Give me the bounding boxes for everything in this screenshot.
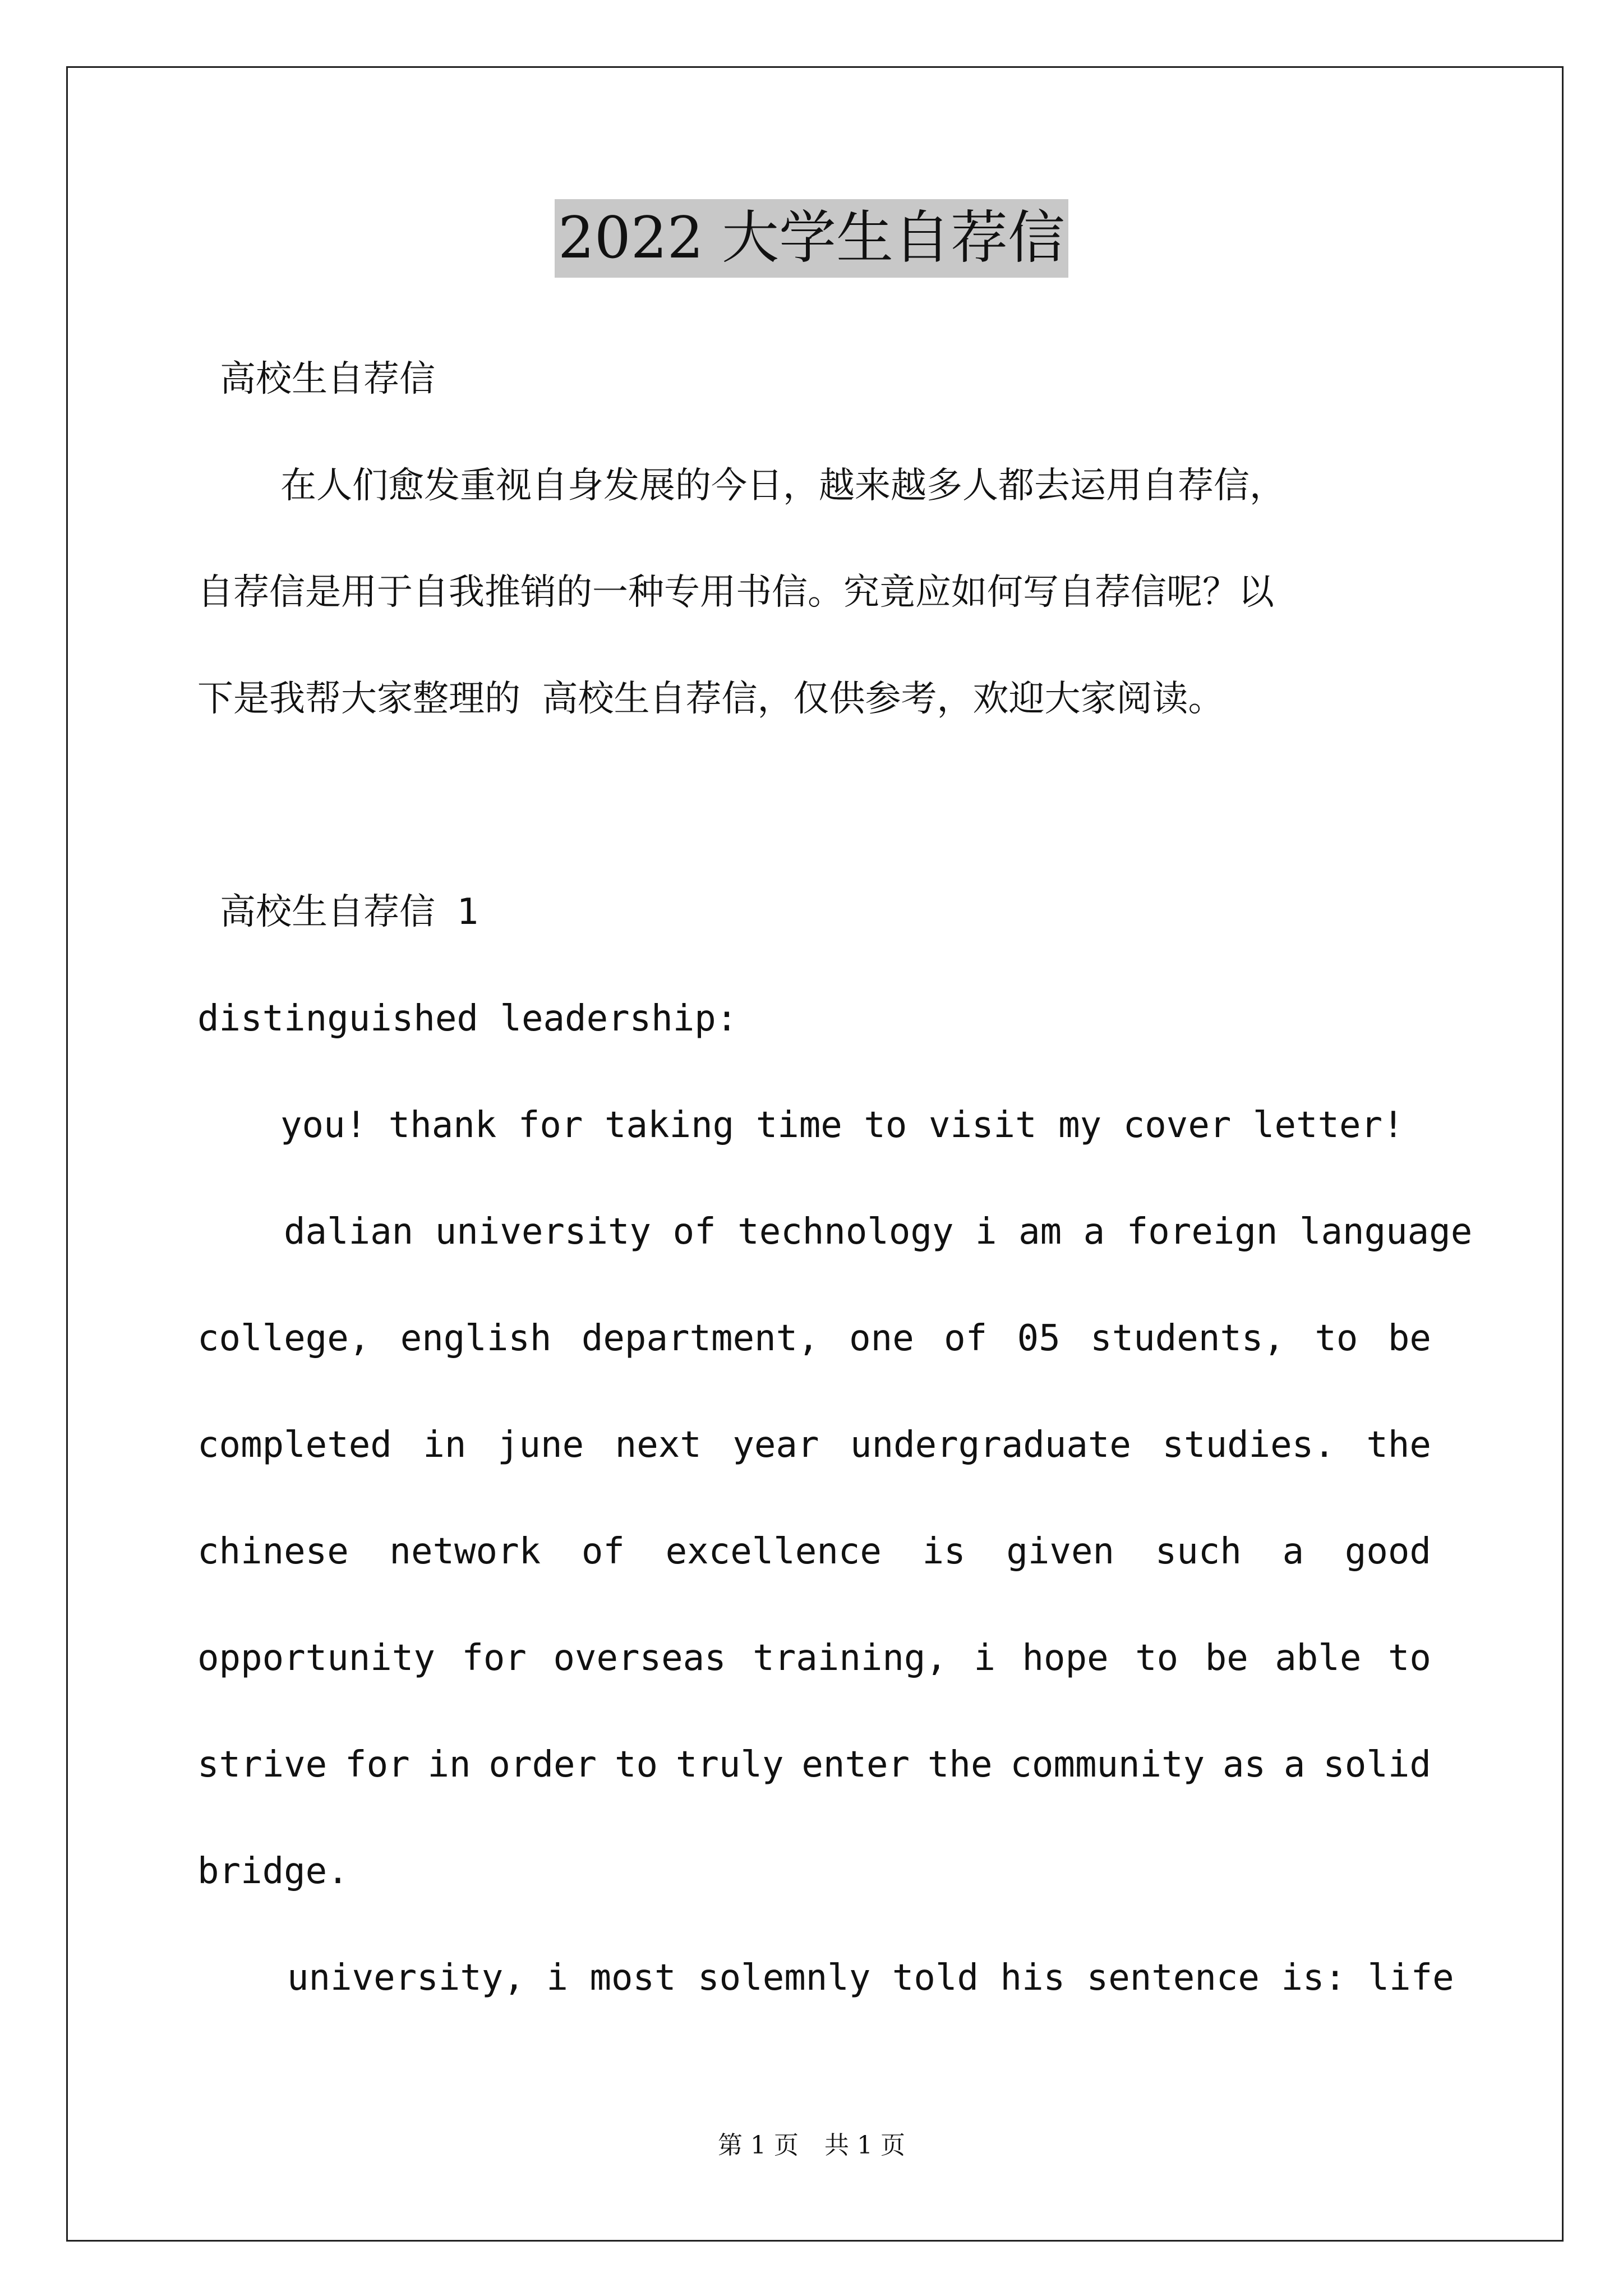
paragraph-1-line-5 xyxy=(197,1636,1431,1681)
word: for xyxy=(462,1637,527,1679)
word: order xyxy=(488,1744,597,1786)
intro-line-2: 自荐信是用于自我推销的一种专用书信。究竟应如何写自荐信呢？以 xyxy=(197,572,1274,613)
salutation: distinguished leadership: xyxy=(197,998,738,1039)
word: for xyxy=(345,1744,410,1786)
word: such xyxy=(1155,1531,1242,1572)
word: is xyxy=(922,1531,966,1572)
page-total: 共 1 页 xyxy=(824,2131,905,2160)
paragraph-1-line-4 xyxy=(197,1529,1431,1574)
word: studies. xyxy=(1162,1424,1335,1466)
word: to xyxy=(1135,1637,1179,1679)
word: as xyxy=(1222,1744,1266,1786)
word: in xyxy=(427,1744,471,1786)
page-footer xyxy=(0,2129,1623,2162)
paragraph-text: university, i most solemnly told his sentence is: life xyxy=(287,1957,1454,1999)
paragraph-2-line-1 xyxy=(287,1955,1454,2000)
paragraph-text: dalian university of technology i am a foreign language xyxy=(284,1211,1473,1253)
word: overseas xyxy=(553,1637,726,1679)
word: to xyxy=(1315,1318,1358,1359)
greeting-line: you! thank for taking time to visit my cover letter! xyxy=(280,1105,1404,1146)
word: training, xyxy=(753,1637,947,1679)
word: of xyxy=(944,1318,988,1359)
word: the xyxy=(1366,1424,1431,1466)
word: students, xyxy=(1090,1318,1285,1359)
word: completed xyxy=(197,1424,392,1466)
paragraph-1-line-6 xyxy=(197,1742,1431,1787)
word: year xyxy=(732,1424,819,1466)
word: good xyxy=(1344,1531,1431,1572)
word: strive xyxy=(197,1744,328,1786)
word: be xyxy=(1387,1318,1431,1359)
document-title: 2022 大学生自荐信 xyxy=(555,199,1068,278)
word: given xyxy=(1006,1531,1115,1572)
paragraph-1-line-3 xyxy=(197,1423,1431,1467)
word: a xyxy=(1282,1531,1304,1572)
word: chinese xyxy=(197,1531,349,1572)
intro-line-3: 下是我帮大家整理的 高校生自荐信，仅供参考，欢迎大家阅读。 xyxy=(197,678,1224,720)
word: 05 xyxy=(1017,1318,1061,1359)
word: to xyxy=(614,1744,658,1786)
word: enter xyxy=(801,1744,910,1786)
word: college, xyxy=(197,1318,371,1359)
paragraph-1-line-2 xyxy=(197,1316,1431,1361)
word: network xyxy=(389,1531,541,1572)
word: i xyxy=(974,1637,995,1679)
word: solid xyxy=(1323,1744,1431,1786)
word: a xyxy=(1283,1744,1306,1786)
word: next xyxy=(615,1424,702,1466)
intro-line-1: 在人们愈发重视自身发展的今日，越来越多人都去运用自荐信， xyxy=(280,465,1285,507)
word: community xyxy=(1010,1744,1205,1786)
word: the xyxy=(927,1744,993,1786)
word: english xyxy=(400,1318,552,1359)
word: opportunity xyxy=(197,1637,435,1679)
paragraph-1-last-line: bridge. xyxy=(197,1851,349,1892)
word: truly xyxy=(675,1744,784,1786)
word: excellence xyxy=(665,1531,882,1572)
word: able xyxy=(1275,1637,1362,1679)
paragraph-1-line-1 xyxy=(284,1209,1473,1254)
word: of xyxy=(581,1531,625,1572)
word: hope xyxy=(1022,1637,1109,1679)
word: be xyxy=(1205,1637,1248,1679)
word: undergraduate xyxy=(850,1424,1131,1466)
word: to xyxy=(1387,1637,1431,1679)
section-heading: 高校生自荐信 1 xyxy=(220,891,479,933)
word: department, xyxy=(581,1318,819,1359)
subtitle: 高校生自荐信 xyxy=(220,358,435,400)
word: in xyxy=(423,1424,467,1466)
page-current: 第 1 页 xyxy=(718,2131,799,2160)
word: june xyxy=(497,1424,584,1466)
word: one xyxy=(849,1318,914,1359)
title-container xyxy=(0,199,1623,278)
